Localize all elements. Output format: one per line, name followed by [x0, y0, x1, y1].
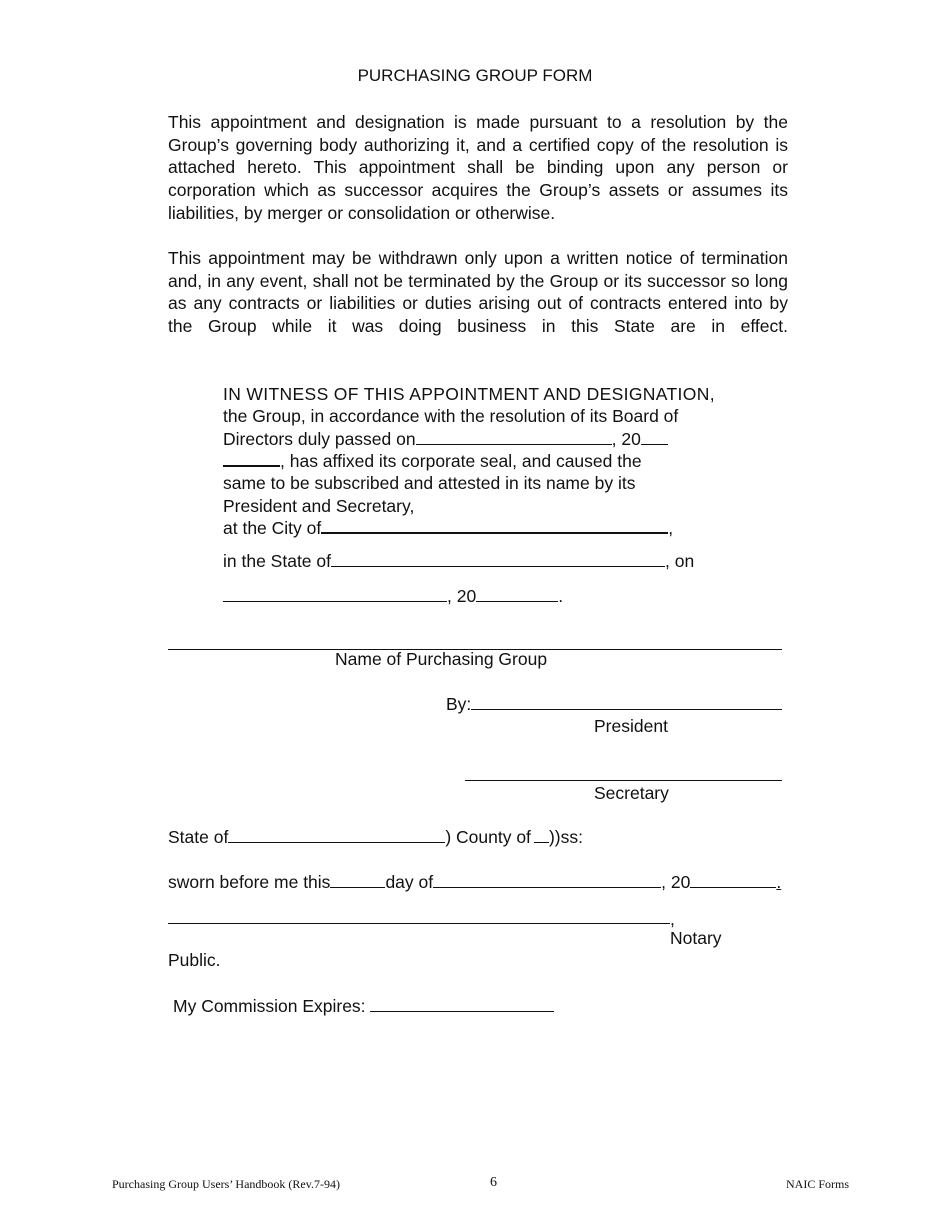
witness-passed-on-label: Directors duly passed on: [223, 429, 416, 449]
witness-year-blank[interactable]: [476, 600, 558, 602]
notary-label: Notary: [670, 928, 722, 948]
president-label: President: [594, 716, 668, 736]
witness-line-7: [223, 518, 673, 539]
sworn-year-prefix: , 20: [661, 872, 691, 892]
secretary-label: Secretary: [594, 783, 669, 803]
notary-venue-line: [168, 827, 583, 848]
state-label: in the State of: [223, 551, 331, 571]
resolution-date-blank[interactable]: [416, 443, 612, 445]
secretary-signature-line[interactable]: [465, 780, 782, 781]
witness-line-1: IN WITNESS OF THIS APPOINTMENT AND DESIGNATION,: [223, 384, 715, 404]
footer-page-number: 6: [490, 1175, 497, 1190]
state-on-suffix: , on: [665, 551, 695, 571]
resolution-year-blank[interactable]: [641, 443, 668, 445]
notary-comma: ,: [670, 909, 675, 929]
paragraph-withdrawal: This appointment may be withdrawn only upon a written notice of termination and, in any event, shall not be terminated by the Group or its successor so long as any contracts or liabilities or duties arising out of contracts entered into by the Group while it was doing business in this State are in effect.: [168, 248, 788, 337]
group-name-label: Name of Purchasing Group: [335, 649, 548, 669]
commission-line: [173, 996, 554, 1017]
witness-line-6: President and Secretary,: [223, 496, 415, 516]
footer-naic-forms: NAIC Forms: [786, 1177, 850, 1191]
witness-line-9: [223, 586, 563, 607]
witness-line-4: [223, 451, 642, 472]
sworn-year-blank[interactable]: [690, 886, 776, 888]
witness-date-blank[interactable]: [223, 600, 447, 602]
witness-line-8: [223, 551, 694, 572]
public-label: Public.: [168, 950, 221, 970]
witness-seal-text: , has affixed its corporate seal, and caused the: [280, 451, 642, 471]
city-comma: ,: [668, 518, 674, 538]
notary-county-label: ) County of: [445, 827, 531, 847]
commission-label: My Commission Expires:: [173, 996, 366, 1016]
witness-line-2: the Group, in accordance with the resolution of its Board of: [223, 406, 679, 426]
sworn-line: [168, 872, 781, 893]
witness-period: .: [558, 586, 564, 606]
president-signature-blank[interactable]: [471, 708, 782, 710]
sworn-day-blank[interactable]: [330, 886, 385, 888]
footer-handbook-title: Purchasing Group Users’ Handbook (Rev.7-94): [112, 1177, 340, 1191]
witness-year-label: , 20: [447, 586, 477, 606]
notary-state-label: State of: [168, 827, 229, 847]
notary-state-blank[interactable]: [228, 841, 445, 843]
notary-signature-line[interactable]: [168, 923, 670, 924]
commission-expires-blank[interactable]: [370, 1010, 554, 1012]
notary-county-blank[interactable]: [534, 841, 549, 843]
notary-ss-label: ))ss:: [548, 827, 583, 847]
sworn-period: .: [776, 872, 782, 892]
city-label: at the City of: [223, 518, 322, 538]
sworn-month-blank[interactable]: [433, 886, 661, 888]
page-title: PURCHASING GROUP FORM: [357, 66, 593, 85]
state-blank[interactable]: [331, 565, 665, 567]
resolution-year-continued-blank[interactable]: [223, 464, 280, 467]
witness-year-prefix: , 20: [611, 429, 641, 449]
paragraph-resolution: This appointment and designation is made pursuant to a resolution by the Group’s governing body authorizing it, and a certified copy of the resolution is attached hereto. This appointment shall be binding upon any person or corporation which as successor acquires the Group’s assets or assumes its liabilities, by merger or consolidation or otherwise.: [168, 112, 788, 223]
sworn-before-label: sworn before me this: [168, 872, 331, 892]
city-blank[interactable]: [321, 531, 668, 534]
by-label: By:: [446, 694, 472, 714]
witness-line-3: [223, 429, 668, 450]
by-line: [446, 694, 782, 715]
day-of-label: day of: [385, 872, 434, 892]
witness-line-5: same to be subscribed and attested in its name by its: [223, 473, 636, 493]
